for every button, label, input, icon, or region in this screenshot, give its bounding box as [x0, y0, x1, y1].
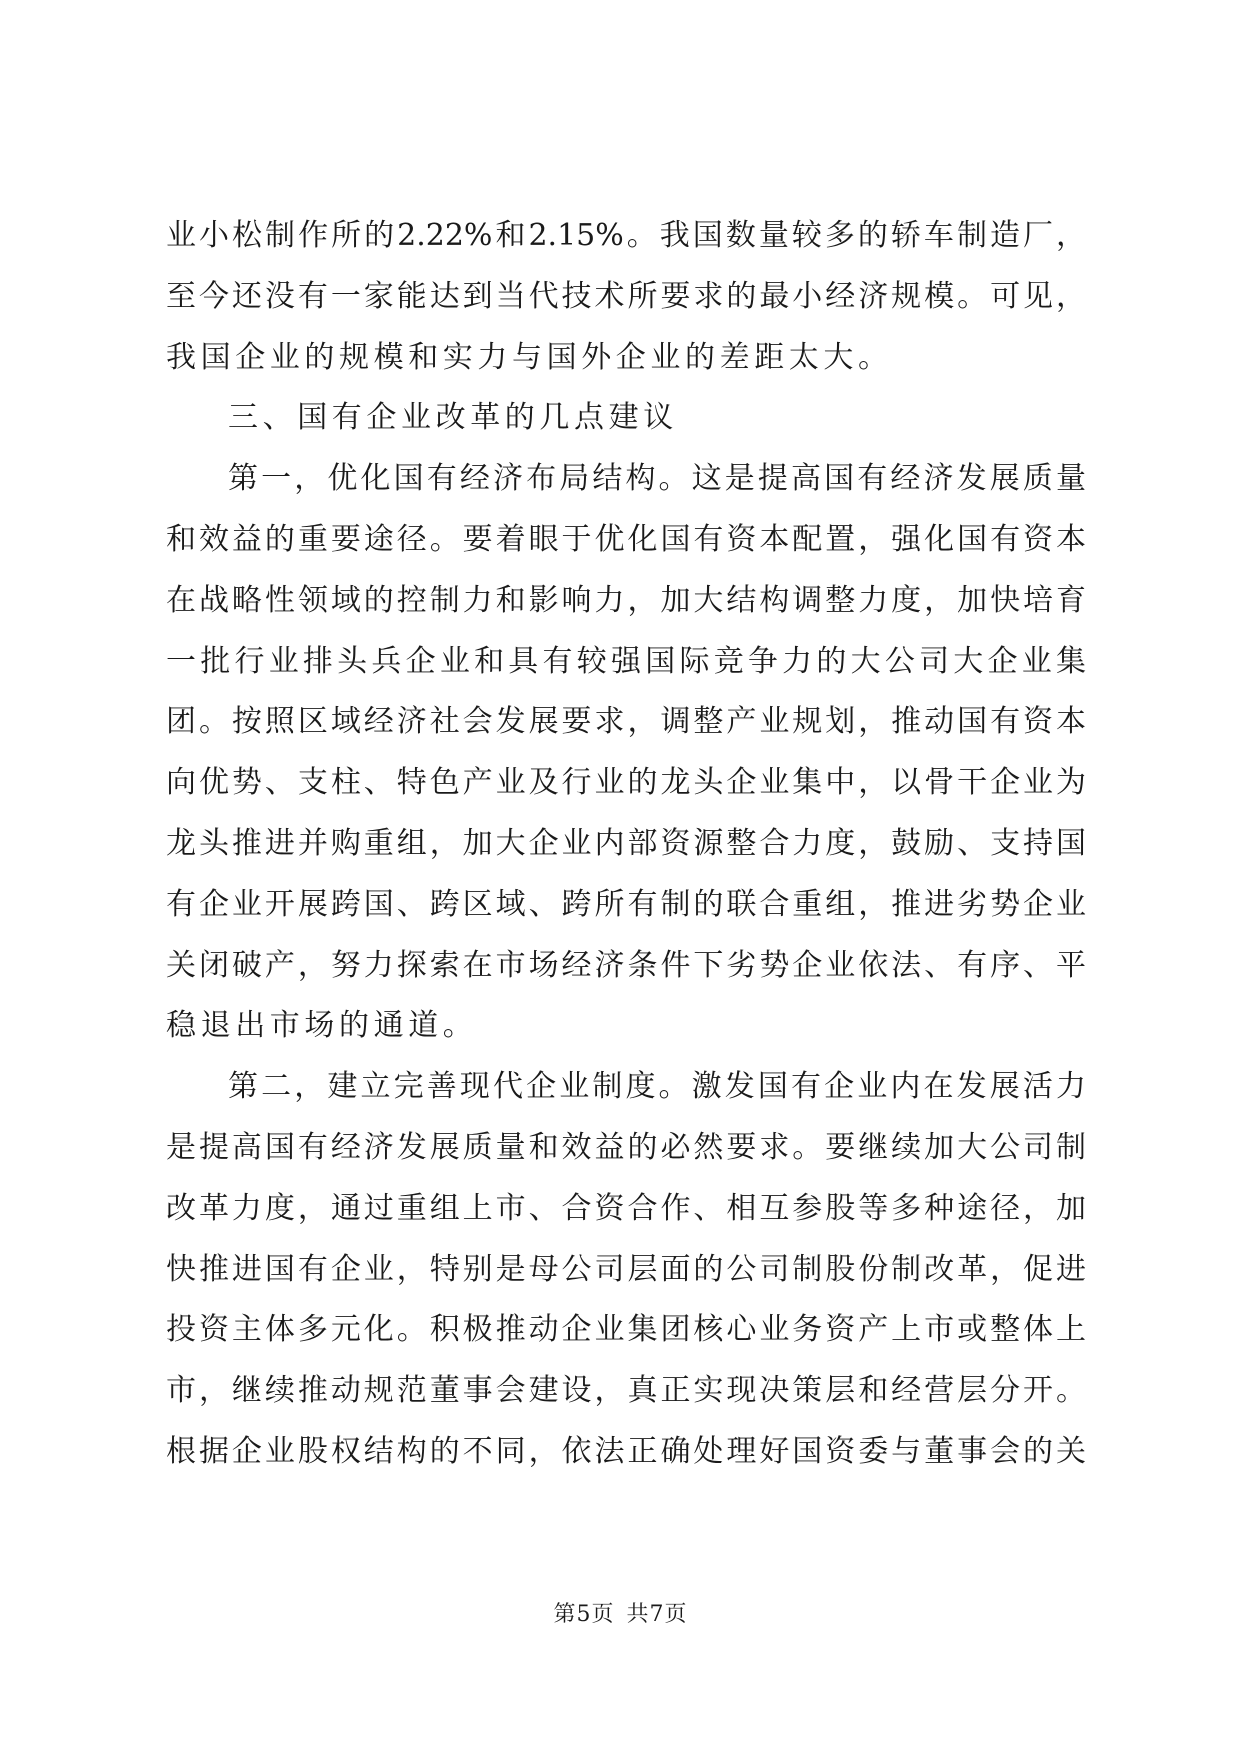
text-line: 有企业开展跨国、跨区域、跨所有制的联合重组，推进劣势企业 — [166, 886, 1086, 922]
paragraph-first-line: 第一，优化国有经济布局结构。这是提高国有经济发展质量 — [228, 461, 1086, 497]
text-line: 向优势、支柱、特色产业及行业的龙头企业集中，以骨干企业为 — [166, 765, 1086, 801]
text-line: 在战略性领域的控制力和影响力，加大结构调整力度，加快培育 — [166, 582, 1086, 618]
body-text — [166, 206, 1086, 1483]
text-line: 至今还没有一家能达到当代技术所要求的最小经济规模。可见， — [166, 278, 1086, 314]
text-line: 团。按照区域经济社会发展要求，调整产业规划，推动国有资本 — [166, 704, 1086, 740]
text-line: 改革力度，通过重组上市、合资合作、相互参股等多种途径，加 — [166, 1190, 1086, 1226]
text-line: 市，继续推动规范董事会建设，真正实现决策层和经营层分开。 — [166, 1373, 1086, 1409]
text-line: 龙头推进并购重组，加大企业内部资源整合力度，鼓励、支持国 — [166, 825, 1086, 861]
page-footer — [0, 1597, 1241, 1628]
text-line: 是提高国有经济发展质量和效益的必然要求。要继续加大公司制 — [166, 1129, 1086, 1165]
text-line: 快推进国有企业，特别是母公司层面的公司制股份制改革，促进 — [166, 1251, 1086, 1287]
text-line: 业小松制作所的2.22%和2.15%。我国数量较多的轿车制造厂， — [166, 218, 1086, 253]
text-line: 关闭破产，努力探索在市场经济条件下劣势企业依法、有序、平 — [166, 947, 1086, 983]
text-line: 和效益的重要途径。要着眼于优化国有资本配置，强化国有资本 — [166, 521, 1086, 557]
page-number-current: 第5页 — [553, 1602, 615, 1627]
text-line: 投资主体多元化。积极推动企业集团核心业务资产上市或整体上 — [166, 1312, 1086, 1348]
paragraph-first-line: 第二，建立完善现代企业制度。激发国有企业内在发展活力 — [228, 1069, 1086, 1105]
text-line: 一批行业排头兵企业和具有较强国际竞争力的大公司大企业集 — [166, 643, 1086, 679]
text-line: 稳退出市场的通道。 — [166, 1008, 478, 1044]
text-line: 根据企业股权结构的不同，依法正确处理好国资委与董事会的关 — [166, 1433, 1086, 1469]
text-line: 我国企业的规模和实力与国外企业的差距太大。 — [166, 339, 893, 375]
page-number-total: 共7页 — [626, 1602, 688, 1627]
section-heading: 三、国有企业改革的几点建议 — [228, 400, 678, 436]
